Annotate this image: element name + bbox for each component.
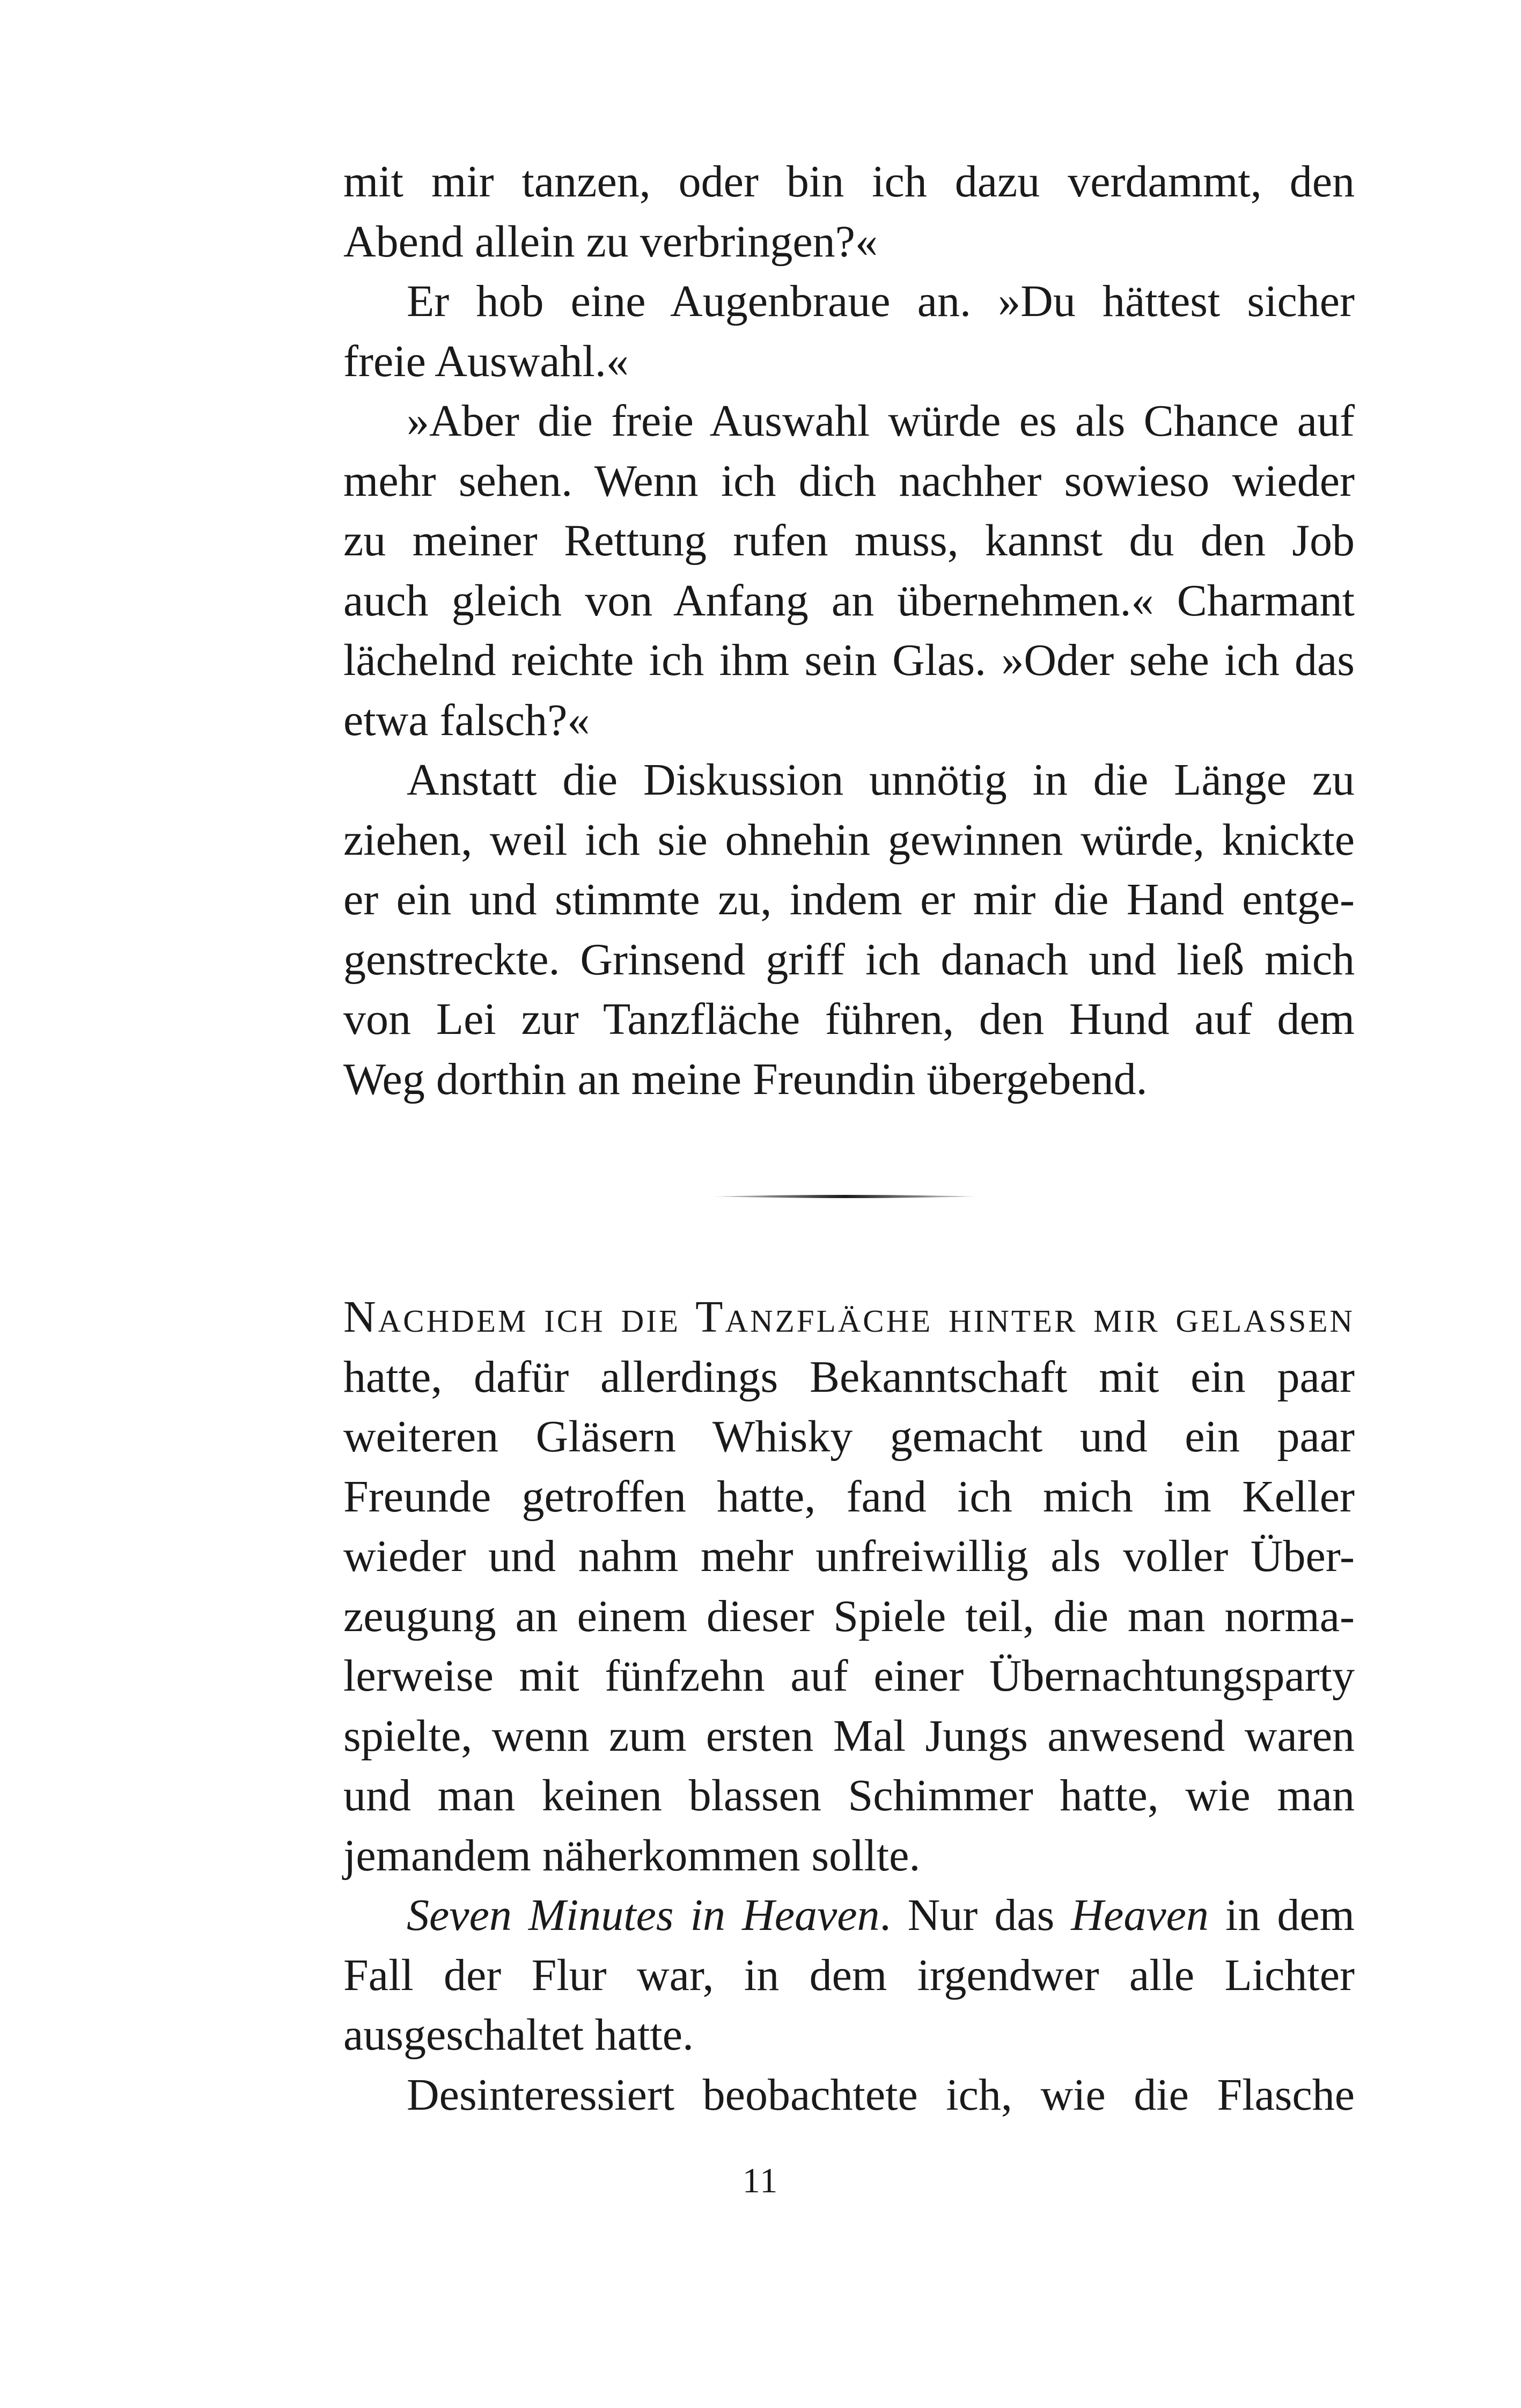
text-line: ziehen, weil ich sie ohnehin gewinnen würde, knickte [343, 814, 1355, 865]
italic-title: Seven Minutes in Heaven [407, 1890, 880, 1940]
text-line: lerweise mit fünfzehn auf einer Übernachtungsparty [343, 1651, 1355, 1701]
text-line: hatte, dafür allerdings Bekanntschaft mit ein paar [343, 1352, 1355, 1402]
text-line: er ein und stimmte zu, indem er mir die Hand entge- [343, 875, 1355, 924]
page-number: 11 [742, 2161, 779, 2200]
text-line: auch gleich von Anfang an übernehmen.« Charmant [343, 575, 1355, 626]
text-run: . Nur das [879, 1890, 1071, 1940]
paragraph [343, 152, 1355, 271]
text-line: zeugung an einem dieser Spiele teil, die man norma- [343, 1591, 1355, 1641]
text-run: in dem [1208, 1890, 1355, 1940]
paragraph [343, 1885, 1355, 2065]
text-line: wieder und nahm mehr unfreiwillig als voller Über- [343, 1531, 1355, 1581]
paragraph [343, 750, 1355, 1109]
text-line: und man keinen blassen Schimmer hatte, wie man [343, 1771, 1355, 1820]
smallcaps-opening-line: Nachdem ich die Tanzfläche hinter mir gelassen [343, 1292, 1355, 1342]
paragraph [343, 2065, 1355, 2125]
text-line: zu meiner Rettung rufen muss, kannst du den Job [343, 516, 1355, 566]
scene-break-divider [714, 1194, 976, 1199]
text-line: genstreckte. Grinsend griff ich danach und ließ mich [343, 934, 1355, 985]
text-line: Anstatt die Diskussion unnötig in die Länge zu [407, 755, 1355, 805]
section-after-break [343, 1287, 1355, 2125]
text-line: freie Auswahl.« [343, 336, 629, 386]
text-line: Abend allein zu verbringen?« [343, 216, 878, 267]
text-line: Freunde getroffen hatte, fand ich mich im Keller [343, 1471, 1355, 1522]
italic-word: Heaven [1071, 1890, 1209, 1940]
text-line [343, 1885, 1355, 1946]
text-line: ausgeschaltet hatte. [343, 2010, 694, 2060]
paragraph [343, 391, 1355, 750]
text-line: mehr sehen. Wenn ich dich nachher sowieso wieder [343, 456, 1355, 506]
paragraph [343, 271, 1355, 391]
text-line: Fall der Flur war, in dem irgendwer alle Lichter [343, 1950, 1355, 2000]
text-line: etwa falsch?« [343, 695, 590, 745]
text-line: »Aber die freie Auswahl würde es als Chance auf [407, 396, 1355, 446]
text-line: lächelnd reichte ich ihm sein Glas. »Oder sehe ich das [343, 635, 1355, 685]
text-line: Er hob eine Augenbraue an. »Du hättest sicher [407, 276, 1355, 326]
text-line: Weg dorthin an meine Freundin übergebend. [343, 1054, 1148, 1104]
text-line: Desinteressiert beobachtete ich, wie die Flasche [407, 2069, 1355, 2120]
text-line: spielte, wenn zum ersten Mal Jungs anwesend waren [343, 1710, 1355, 1761]
text-line: weiteren Gläsern Whisky gemacht und ein paar [343, 1412, 1355, 1462]
paragraph [343, 1287, 1355, 1885]
text-line: mit mir tanzen, oder bin ich dazu verdammt, den [343, 157, 1355, 207]
text-line: jemandem näherkommen sollte. [343, 1830, 921, 1881]
section-before-break [343, 152, 1355, 1109]
text-line: von Lei zur Tanzfläche führen, den Hund auf dem [343, 994, 1355, 1044]
